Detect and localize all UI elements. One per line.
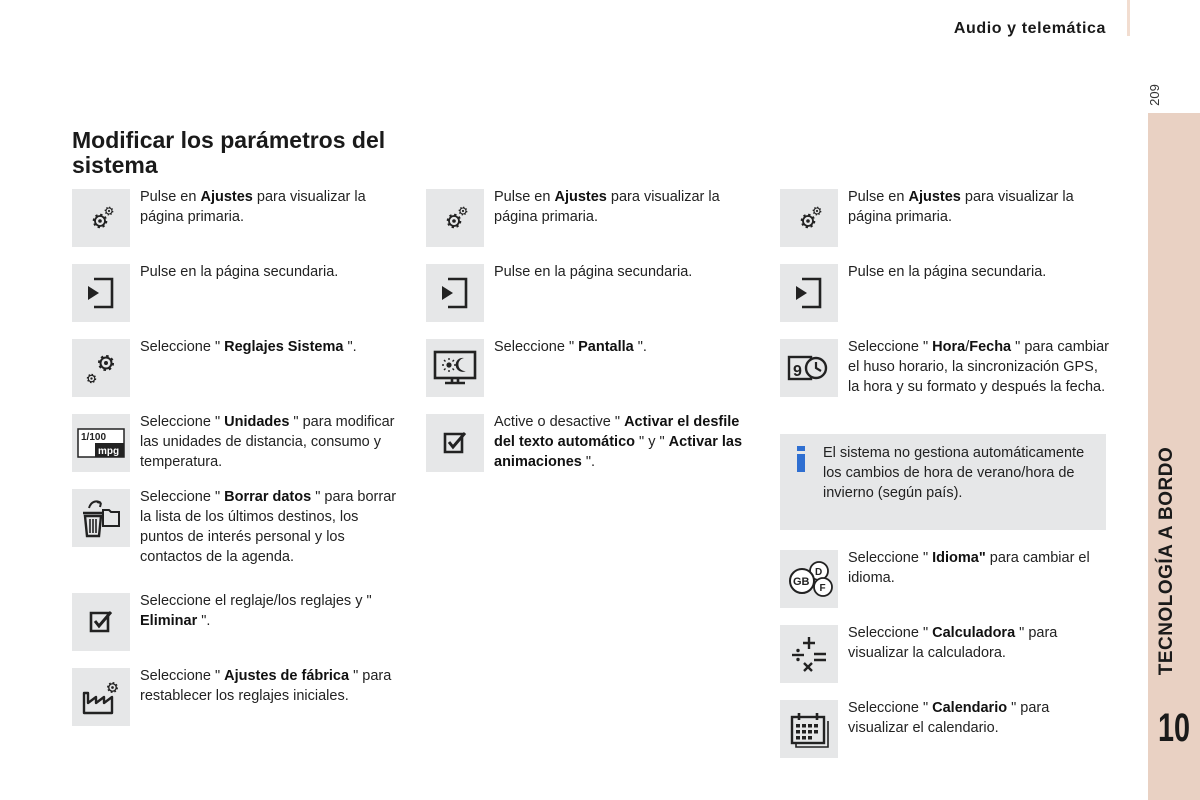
svg-text:mpg: mpg bbox=[98, 446, 120, 457]
column-left bbox=[72, 187, 402, 741]
gears-icon bbox=[426, 189, 484, 247]
gears-icon bbox=[780, 189, 838, 247]
list-item: 1/100 mpg Seleccione " Unidades " para modificar las unidades de distancia, consumo y temperatura. bbox=[72, 412, 402, 487]
chapter-tab-label: TECNOLOGÍA A BORDO bbox=[1156, 446, 1177, 676]
list-item: Seleccione " Pantalla ". bbox=[426, 337, 756, 412]
svg-text:F: F bbox=[819, 583, 826, 594]
list-item: D F GB Seleccione " Idioma" para cambiar el idioma. bbox=[780, 548, 1110, 623]
calculator-icon bbox=[780, 625, 838, 683]
list-item: Seleccione " Ajustes de fábrica " para restablecer los reglajes iniciales. bbox=[72, 666, 402, 741]
language-icon bbox=[780, 550, 838, 608]
info-note-text: El sistema no gestiona automáticamente los cambios de hora de verano/hora de invierno (según país). bbox=[823, 445, 1085, 501]
column-right bbox=[780, 187, 1110, 437]
chapter-number: 10 bbox=[1157, 706, 1191, 750]
running-header: Audio y telemática bbox=[953, 20, 1106, 37]
section-title: Modificar los parámetros del sistema bbox=[72, 127, 386, 178]
list-item: Pulse en la página secundaria. bbox=[72, 262, 402, 337]
calendar-icon bbox=[780, 700, 838, 758]
list-item: Seleccione " Calculadora " para visualizar la calculadora. bbox=[780, 623, 1110, 698]
column-right-lower bbox=[780, 548, 1110, 773]
list-item: Seleccione " Borrar datos " para borrar la lista de los últimos destinos, los puntos de interés personal y los contactos de la agenda. bbox=[72, 487, 402, 591]
gears-icon bbox=[72, 339, 130, 397]
svg-text:GB: GB bbox=[793, 576, 810, 588]
page-number: 209 bbox=[1147, 84, 1162, 106]
header-rule bbox=[1127, 0, 1130, 36]
list-item: 9 Seleccione " Hora/Fecha " para cambiar el huso horario, la sincronización GPS, la hora y su formato y después la fecha. bbox=[780, 337, 1110, 437]
gears-icon bbox=[72, 189, 130, 247]
secondary-page-icon bbox=[780, 264, 838, 322]
list-item: Active o desactive " Activar el desfile del texto automático " y " Activar las animaciones ". bbox=[426, 412, 756, 487]
column-middle bbox=[426, 187, 756, 487]
time-date-icon bbox=[780, 339, 838, 397]
list-item: Seleccione " Calendario " para visualizar el calendario. bbox=[780, 698, 1110, 773]
list-item: Pulse en Ajustes para visualizar la página primaria. bbox=[72, 187, 402, 262]
list-item: Seleccione el reglaje/los reglajes y " Eliminar ". bbox=[72, 591, 402, 666]
checkbox-icon bbox=[72, 593, 130, 651]
list-item: Pulse en la página secundaria. bbox=[426, 262, 756, 337]
list-item: Pulse en Ajustes para visualizar la página primaria. bbox=[780, 187, 1110, 262]
checkbox-icon bbox=[426, 414, 484, 472]
secondary-page-icon bbox=[426, 264, 484, 322]
svg-text:D: D bbox=[815, 567, 823, 578]
list-item: Seleccione " Reglajes Sistema ". bbox=[72, 337, 402, 412]
info-icon bbox=[796, 446, 806, 472]
list-item: Pulse en la página secundaria. bbox=[780, 262, 1110, 337]
delete-data-icon bbox=[72, 489, 130, 547]
units-icon bbox=[72, 414, 130, 472]
secondary-page-icon bbox=[72, 264, 130, 322]
screen-icon bbox=[426, 339, 484, 397]
svg-text:9: 9 bbox=[793, 363, 802, 380]
list-item: Pulse en Ajustes para visualizar la página primaria. bbox=[426, 187, 756, 262]
svg-text:1/100: 1/100 bbox=[81, 432, 107, 443]
factory-settings-icon bbox=[72, 668, 130, 726]
info-note bbox=[780, 434, 1106, 530]
